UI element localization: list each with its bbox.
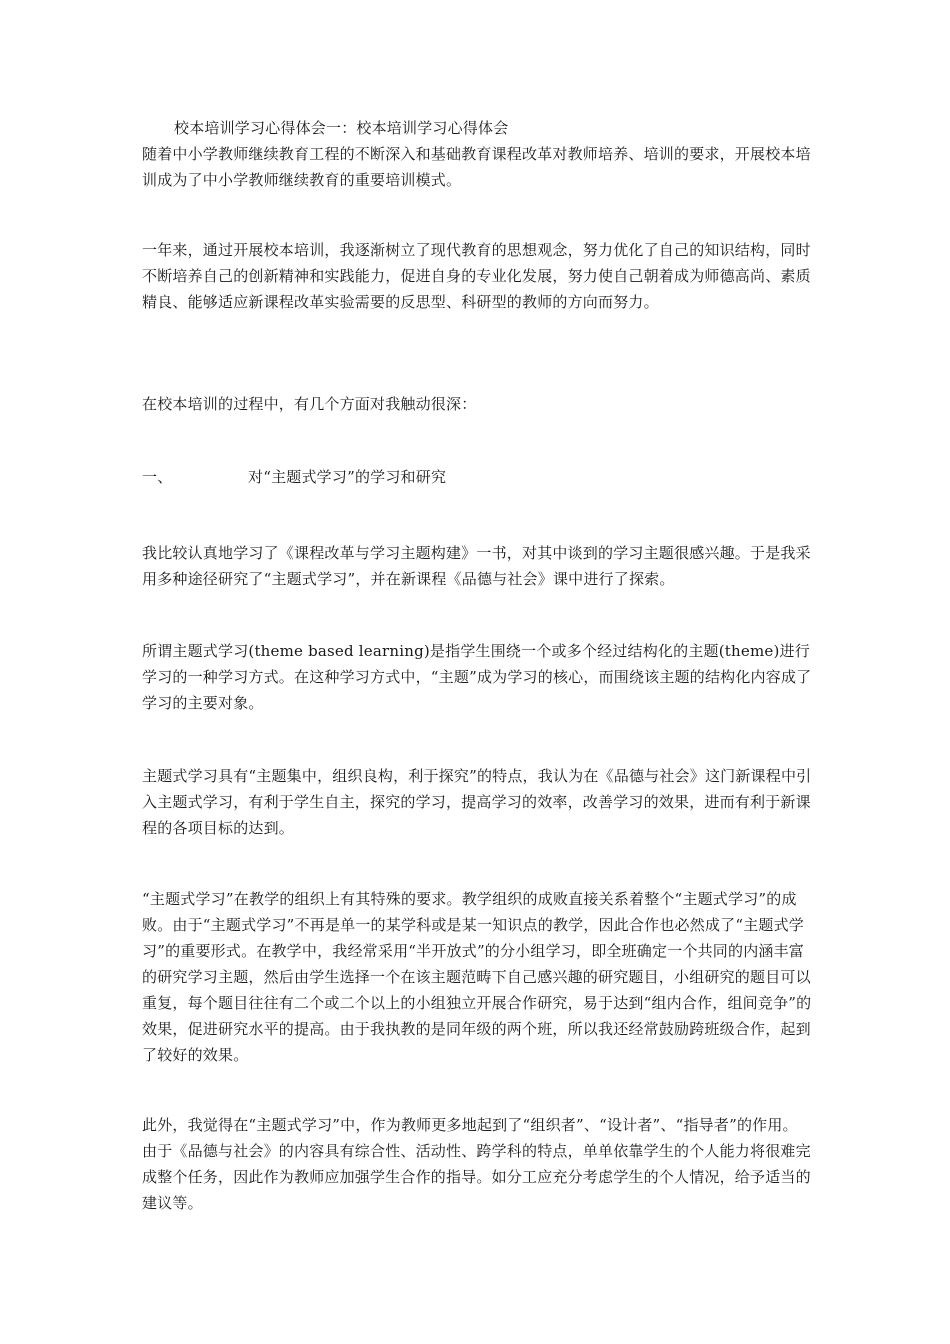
document-title: 校本培训学习心得体会一：校本培训学习心得体会 (174, 119, 509, 137)
paragraph-book-study: 我比较认真地学习了《课程改革与学习主题构建》一书，对其中谈到的学习主题很感兴趣。于是我采用多种途径研究了“主题式学习”，并在新课程《品德与社会》课中进行了探索。 (142, 544, 811, 588)
paragraph-aspects-lead: 在校本培训的过程中，有几个方面对我触动很深： (142, 395, 477, 413)
paragraph-intro: 随着中小学教师继续教育工程的不断深入和基础教育课程改革对教师培养、培训的要求，开展校本培训成为了中小学教师继续教育的重要培训模式。 (142, 145, 811, 189)
paragraph-organization: “主题式学习”在教学的组织上有其特殊的要求。教学组织的成败直接关系着整个“主题式学习”的成败。由于“主题式学习”不再是单一的某学科或是某一知识点的教学，因此合作也必然成了“主题式学习”的重要形式。在教学中，我经常采用“半开放式”的分小组学习，即全班确定一个共同的内涵丰富的研究学习主题，然后由学生选择一个在该主题范畴下自己感兴趣的研究题目，小组研究的题目可以重复，每个题目往往有二个或二个以上的小组独立开展合作研究，易于达到“组内合作，组间竞争”的效果，促进研究水平的提高。由于我执教的是同年级的两个班，所以我还经常鼓励跨班级合作，起到了较好的效果。 (142, 890, 812, 1064)
section-heading (142, 464, 812, 490)
section-heading-text: 对“主题式学习”的学习和研究 (248, 468, 447, 486)
section-number: 一、 (142, 468, 173, 486)
paragraph-definition: 所谓主题式学习(theme based learning)是指学生围绕一个或多个经过结构化的主题(theme)进行学习的一种学习方式。在这种学习方式中，“主题”成为学习的核心，而围绕该主题的结构化内容成了学习的主要对象。 (142, 642, 812, 712)
paragraph-features: 主题式学习具有“主题集中，组织良构，利于探究”的特点，我认为在《品德与社会》这门新课程中引入主题式学习，有利于学生自主，探究的学习，提高学习的效率，改善学习的效果，进而有利于新课程的各项目标的达到。 (142, 767, 812, 837)
paragraph-teacher-role: 此外，我觉得在“主题式学习”中，作为教师更多地起到了“组织者”、“设计者”、“指导者”的作用。由于《品德与社会》的内容具有综合性、活动性、跨学科的特点，单单依靠学生的个人能力将很难完成整个任务，因此作为教师应加强学生合作的指导。如分工应充分考虑学生的个人情况，给予适当的建议等。 (142, 1116, 811, 1212)
paragraph-year-review: 一年来，通过开展校本培训，我逐渐树立了现代教育的思想观念，努力优化了自己的知识结构，同时不断培养自己的创新精神和实践能力，促进自身的专业化发展，努力使自己朝着成为师德高尚、素质精良、能够适应新课程改革实验需要的反思型、科研型的教师的方向而努力。 (142, 241, 811, 311)
